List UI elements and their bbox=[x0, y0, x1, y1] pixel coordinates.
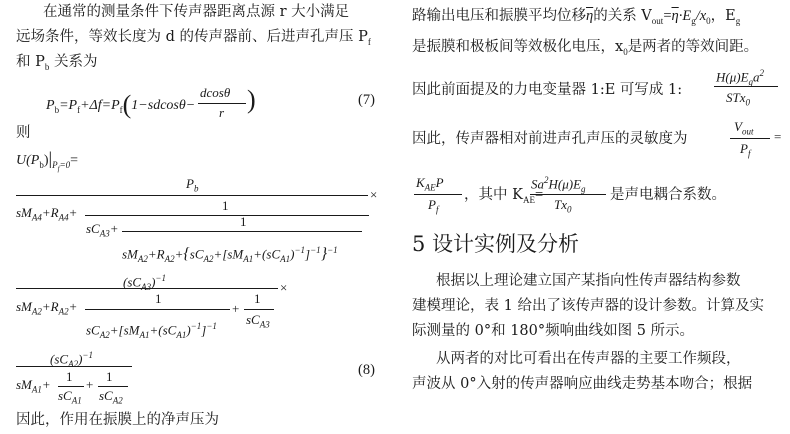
frac2-numerator: $(sC_{A3})^{-1}$ bbox=[123, 273, 166, 292]
left-column bbox=[0, 0, 392, 434]
frac3-sca1: $sC_{A1}$ bbox=[58, 388, 82, 406]
right-line1: 路输出电压和振膜平均位移$\overline{\eta}$的关系 $V_{out}=\overline{\eta}\cdot E_g/x_0$，$E_g$ bbox=[412, 8, 741, 26]
line5-tail: 是声电耦合系数。 bbox=[610, 187, 726, 203]
frac2-sub-den: $sC_{A2}+[sM_{A1}+(sC_{A1})^{-1}]^{-1}$ bbox=[86, 321, 217, 340]
frac3-one-a-line bbox=[58, 386, 84, 387]
eq7-frac-denominator: r bbox=[219, 105, 225, 120]
equation-8-number: (8) bbox=[358, 362, 375, 378]
frac1-sub-num-2: 1 bbox=[240, 214, 247, 229]
line5-frac-line bbox=[414, 194, 462, 195]
frac3-sca2: $sC_{A2}$ bbox=[99, 388, 123, 406]
u-expression: $U(P_b)|_{P_f=0}=$ bbox=[16, 148, 79, 173]
frac3-den-start: $sM_{A1}+$ bbox=[16, 377, 51, 395]
line5-frac2-line bbox=[530, 194, 606, 195]
frac3-one-a: 1 bbox=[66, 369, 73, 384]
p1-line1: 根据以上理论建立国产某指向性传声器结构参数 bbox=[436, 273, 741, 289]
frac1-den-start: $sM_{A4}+R_{A4}+$ bbox=[16, 205, 78, 223]
frac2-sub-num: 1 bbox=[155, 291, 162, 306]
frac3-plus: + bbox=[86, 377, 94, 392]
section-heading: 5 设计实例及分析 bbox=[412, 232, 580, 256]
frac2-sca3: $sC_{A3}$ bbox=[246, 312, 270, 330]
line5-frac2-den: $Tx_0$ bbox=[554, 197, 572, 215]
frac2-one: 1 bbox=[254, 291, 261, 306]
para1-line2: 远场条件，等效长度为 d 的传声器前、后进声孔声压 $P_f$ bbox=[16, 29, 371, 47]
line4-frac-den: $P_f$ bbox=[740, 141, 751, 159]
line5-frac-den: $P_f$ bbox=[428, 197, 439, 215]
frac3-numerator: $(sC_{A2})^{-1}$ bbox=[50, 350, 93, 369]
right-column bbox=[404, 0, 790, 434]
closing-text: 因此，作用在振膜上的净声压为 bbox=[16, 412, 219, 428]
right-line4: 因此，传声器相对前进声孔声压的灵敏度为 bbox=[412, 131, 688, 147]
equation-7-number: (7) bbox=[358, 92, 375, 108]
line4-frac-line bbox=[730, 138, 770, 139]
frac1-sub-line-1 bbox=[85, 215, 369, 216]
frac1-main-line bbox=[16, 195, 368, 196]
eq7-frac-line bbox=[198, 103, 246, 104]
para1-line3: 和 $P_b$ 关系为 bbox=[16, 54, 98, 72]
frac2-main-line bbox=[16, 288, 278, 289]
line3-frac-num: $H(\mu)E_ga^2$ bbox=[716, 68, 765, 87]
p1-line3: 际测量的 0°和 180°频响曲线如图 5 所示。 bbox=[412, 323, 695, 339]
times-sign-2: × bbox=[280, 280, 288, 295]
frac1-sub-line-2 bbox=[122, 231, 362, 232]
right-line2: 是振膜和极板间等效极化电压，$x_0$是两者的等效间距。 bbox=[412, 39, 759, 57]
line5-frac-num: $K_{AE}P$ bbox=[416, 175, 444, 193]
then-text: 则 bbox=[16, 125, 31, 141]
line4-equals: = bbox=[774, 129, 782, 144]
line5-mid: ，其中 $K_{AE}=$ bbox=[464, 187, 544, 205]
times-sign-1: × bbox=[370, 187, 378, 202]
frac2-den-start: $sM_{A2}+R_{A2}+$ bbox=[16, 299, 78, 317]
line5-frac2-num: $Sa^2H(\mu)E_g$ bbox=[531, 175, 586, 194]
p2-line1: 从两者的对比可看出在传声器的主要工作频段， bbox=[436, 351, 741, 367]
line3-frac-den: STx$_0$ bbox=[726, 90, 750, 108]
frac2-sub-line bbox=[85, 309, 230, 310]
frac3-one-b: 1 bbox=[106, 369, 113, 384]
right-line3: 因此前面提及的力电变量器 1:E 可写成 1: bbox=[412, 82, 683, 98]
line3-frac-line bbox=[714, 86, 778, 87]
frac3-one-b-line bbox=[98, 386, 128, 387]
p1-line2: 建模理论，表 1 给出了该传声器的设计参数。计算及实 bbox=[412, 298, 764, 314]
eq7-close-paren: ) bbox=[247, 85, 256, 114]
frac1-numerator: $P_b$ bbox=[186, 176, 199, 194]
para1-line1: 在通常的测量条件下传声器距离点源 r 大小满足 bbox=[43, 4, 350, 20]
equation-7: $P_b=P_f+\Delta f=P_f(1-sdcos\theta-$ bbox=[46, 90, 196, 119]
frac1-deep-den: $sM_{A2}+R_{A2}+\{sC_{A2}+[sM_{A1}+(sC_{A1})^{-1}]^{-1}\}^{-1}$ bbox=[122, 245, 338, 264]
frac3-main-line bbox=[16, 366, 132, 367]
line4-frac-num: $V_{out}$ bbox=[734, 119, 754, 137]
frac2-one-line bbox=[244, 309, 274, 310]
frac1-sub-num-1: 1 bbox=[222, 198, 229, 213]
frac1-sca3: $sC_{A3}+$ bbox=[86, 221, 119, 239]
p2-line2: 声波从 0°入射的传声器响应曲线走势基本吻合；根据 bbox=[412, 376, 753, 392]
frac2-plus: + bbox=[232, 301, 240, 316]
eq7-frac-numerator: dcosθ bbox=[200, 85, 231, 100]
